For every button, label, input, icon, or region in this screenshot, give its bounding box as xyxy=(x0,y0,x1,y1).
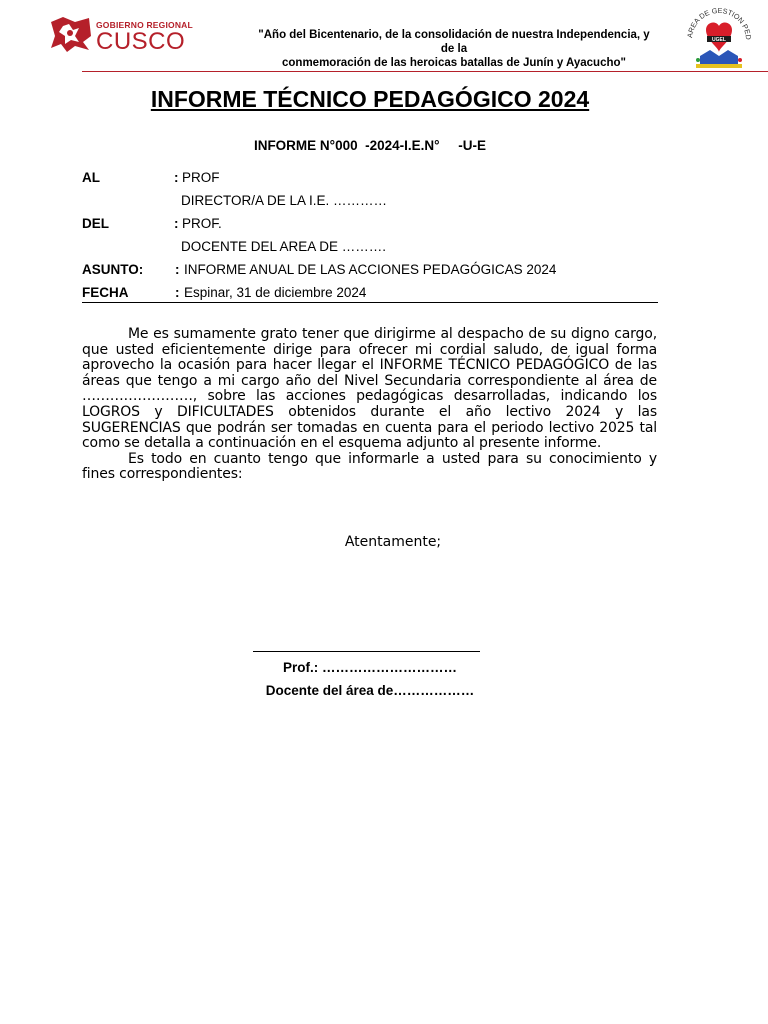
del-value-line-2: DOCENTE DEL AREA DE ………. xyxy=(181,239,387,254)
cusco-emblem-icon xyxy=(49,16,93,54)
fecha-label: FECHA xyxy=(82,285,129,300)
document-title: INFORME TÉCNICO PEDAGÓGICO 2024 xyxy=(150,86,590,112)
del-colon: : xyxy=(174,216,179,231)
fecha-value: Espinar, 31 de diciembre 2024 xyxy=(184,285,367,300)
seal-badge-text: UGEL xyxy=(712,37,726,43)
logo-big-text: CUSCO xyxy=(96,28,186,55)
body-paragraph-2: Es todo en cuanto tengo que informarle a usted para su conocimiento y fines correspondientes: xyxy=(82,450,657,483)
signature-name: Prof.: ………………………… xyxy=(283,660,457,675)
al-label: AL xyxy=(82,170,100,185)
body-paragraph-1: Me es sumamente grato tener que dirigirme al despacho de su digno cargo, que usted eficientemente dirige para ofrecer mi cordial saludo, de igual forma aprovecho la ocasión para hacer llegar el INFORME TÉCNICO PEDAGÓGICO de las áreas que tengo a mi cargo año del Nivel Secundaria correspondiente al área de ……………………, sobre las acciones pedagógicas desarrolladas, indicando los LOGROS y DIFICULTADES obtenidos durante el año lectivo 2024 y las SUGERENCIAS que podrán ser tomadas en cuenta para el periodo lectivo 2025 tal como se detalla a continuación en el esquema adjunto al presente informe. xyxy=(82,326,657,452)
fecha-colon: : xyxy=(175,285,180,300)
gobierno-regional-cusco-logo xyxy=(49,16,193,56)
closing-salutation: Atentamente; xyxy=(344,534,442,550)
del-value-line-1: PROF. xyxy=(182,216,222,231)
report-number: INFORME N°000 -2024-I.E.N° -U-E xyxy=(253,138,487,153)
del-label: DEL xyxy=(82,216,109,231)
ugel-seal xyxy=(682,6,756,72)
ugel-seal-icon xyxy=(682,6,756,72)
asunto-value: INFORME ANUAL DE LAS ACCIONES PEDAGÓGICAS 2024 xyxy=(184,262,557,277)
seal-arc-text: AREA DE GESTION PED xyxy=(685,6,754,41)
motto-line-1: "Año del Bicentenario, de la consolidación de nuestra Independencia, y de la xyxy=(258,29,650,55)
logo-small-text: GOBIERNO REGIONAL xyxy=(96,20,193,30)
signature-role: Docente del área de……………… xyxy=(265,683,475,698)
meta-divider xyxy=(82,302,658,303)
header-divider xyxy=(82,71,768,72)
letter-body xyxy=(82,327,657,483)
asunto-label: ASUNTO: xyxy=(82,262,144,277)
year-motto xyxy=(252,28,656,70)
asunto-colon: : xyxy=(175,262,180,277)
al-value-line-2: DIRECTOR/A DE LA I.E. ………… xyxy=(181,193,388,208)
signature-line xyxy=(253,651,480,652)
al-value-line-1: PROF xyxy=(182,170,220,185)
al-colon: : xyxy=(174,170,179,185)
motto-line-2: conmemoración de las heroicas batallas de Junín y Ayacucho" xyxy=(282,57,626,69)
